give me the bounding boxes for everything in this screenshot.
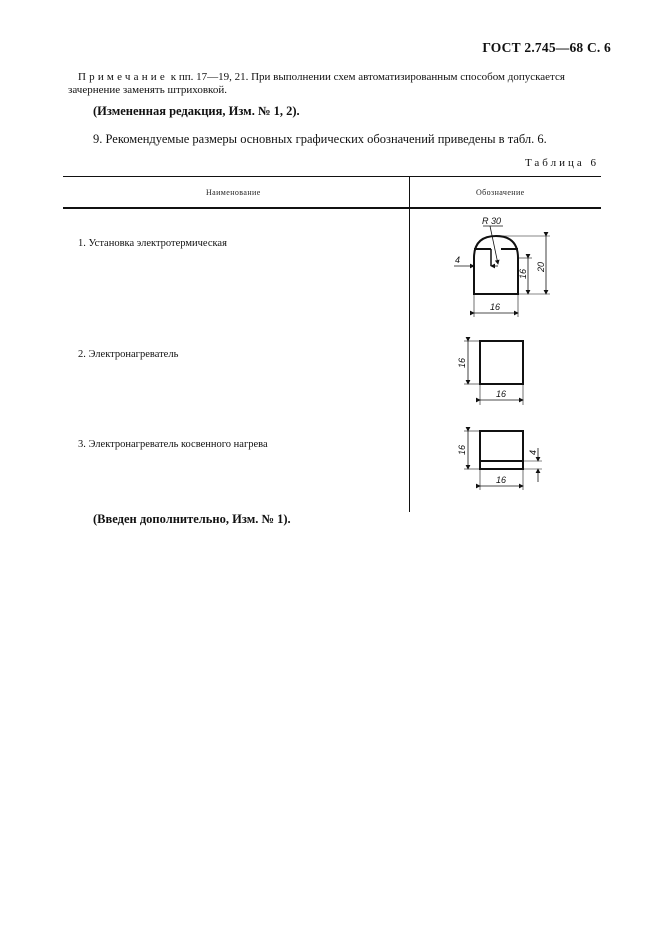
revision-note-1: (Измененная редакция, Изм. № 1, 2). [93, 104, 300, 118]
revision-note-2: (Введен дополнительно, Изм. № 1). [93, 512, 291, 526]
note-paragraph [68, 71, 608, 97]
table-row-2-name: 2. Электронагреватель [78, 349, 179, 360]
table-row-1-name: 1. Установка электротермическая [78, 238, 227, 249]
note-text-line1: к пп. 17—19, 21. При выполнении схем автоматизированным способом допускается [167, 71, 565, 83]
dim-20-label: 20 [536, 261, 546, 272]
column-header-name: Наименование [206, 188, 261, 197]
paragraph-9: 9. Рекомендуемые размеры основных графических обозначений приведены в табл. 6. [93, 132, 547, 146]
dim-16-vert-label: 16 [518, 268, 528, 279]
table-title: Таблица 6 [524, 157, 599, 169]
note-prefix: Примечание [78, 71, 168, 83]
dim-16-vert-label: 16 [457, 444, 467, 455]
symbol-indirect-heater [450, 424, 550, 499]
dim-16-horiz-label: 16 [496, 475, 507, 485]
dim-4-label: 4 [528, 449, 538, 455]
note-text-line2: зачернение заменять штриховкой. [68, 84, 227, 96]
symbol-electrothermal-installation [450, 214, 560, 324]
table-row-3-name: 3. Электронагреватель косвенного нагрева [78, 439, 268, 450]
dim-r30-label: R 30 [482, 216, 502, 226]
table-header-rule [63, 207, 601, 209]
dim-16-horiz-label: 16 [490, 302, 501, 312]
table-top-rule [63, 176, 601, 177]
dim-16-horiz-label: 16 [496, 389, 507, 399]
table-column-divider [409, 176, 410, 512]
dim-16-vert-label: 16 [457, 357, 467, 368]
dim-4-label: 4 [455, 255, 461, 265]
symbol-electric-heater [450, 334, 540, 414]
page-header: ГОСТ 2.745—68 С. 6 [482, 40, 611, 55]
column-header-symbol: Обозначение [476, 188, 525, 197]
